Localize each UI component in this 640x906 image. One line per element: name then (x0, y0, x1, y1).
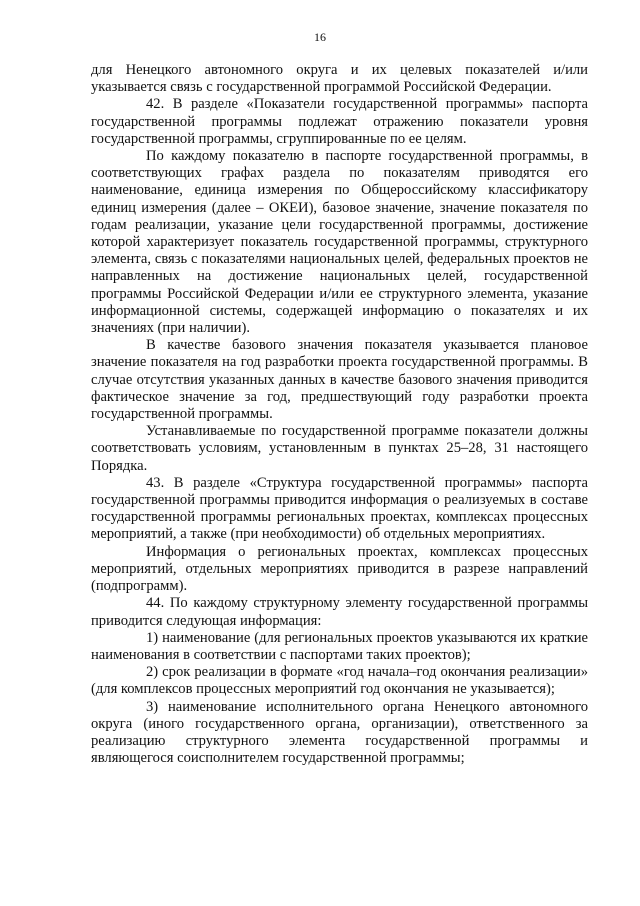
document-body (91, 62, 588, 767)
paragraph-item-43: 43. В разделе «Структура государственной программы» паспорта государственной программы приводится информация о реализуемых в составе государственной программы региональных проектах, комплексах процессных мероприятий, а также (при необходимости) об отдельных мероприятиях. (91, 474, 588, 543)
paragraph-base-value: В качестве базового значения показателя указывается плановое значение показателя на год разработки проекта государственной программы. В случае отсутствия указанных данных в качестве базового значения приводится фактическое значение за год, предшествующий году разработки проекта государственной программы. (91, 337, 588, 423)
paragraph-continuation: для Ненецкого автономного округа и их целевых показателей и/или указывается связь с государственной программой Российской Федерации. (91, 62, 588, 96)
paragraph-regional-projects-info: Информация о региональных проектах, комплексах процессных мероприятий, отдельных мероприятиях приводится в разрезе направлений (подпрограмм). (91, 543, 588, 595)
paragraph-item-42: 42. В разделе «Показатели государственной программы» паспорта государственной программы подлежат отражению показатели уровня государственной программы, сгруппированные по ее целям. (91, 96, 588, 147)
list-item-3: 3) наименование исполнительного органа Ненецкого автономного округа (иного государственного органа, организации), ответственного за реализацию структурного элемента государственной программы и являющегося соисполнителем государственной программы; (91, 698, 588, 767)
list-item-2: 2) срок реализации в формате «год начала–год окончания реализации» (для комплексов процессных мероприятий год окончания не указывается); (91, 664, 588, 698)
paragraph-item-44: 44. По каждому структурному элементу государственной программы приводится следующая информация: (91, 595, 588, 629)
paragraph-indicators-details: По каждому показателю в паспорте государственной программы, в соответствующих графах раздела по показателям приводятся его наименование, единица измерения по Общероссийскому классификатору единиц измерения (далее – ОКЕИ), базовое значение, значение показателя по годам реализации, указание цели государственной программы, достижение которой характеризует показатель государственной программы, структурного элемента, связь с показателями национальных целей, федеральных проектов не направленных на достижение национальных целей, государственной программы Российской Федерации и/или ее структурного элемента, указание информационной системы, содержащей информацию о показателях и их значениях (при наличии). (91, 148, 588, 337)
paragraph-indicator-conditions: Устанавливаемые по государственной программе показатели должны соответствовать условиям, установленным в пунктах 25–28, 31 настоящего Порядка. (91, 423, 588, 474)
list-item-1: 1) наименование (для региональных проектов указываются их краткие наименования в соответствии с паспортами таких проектов); (91, 629, 588, 663)
page-number: 16 (314, 30, 326, 44)
